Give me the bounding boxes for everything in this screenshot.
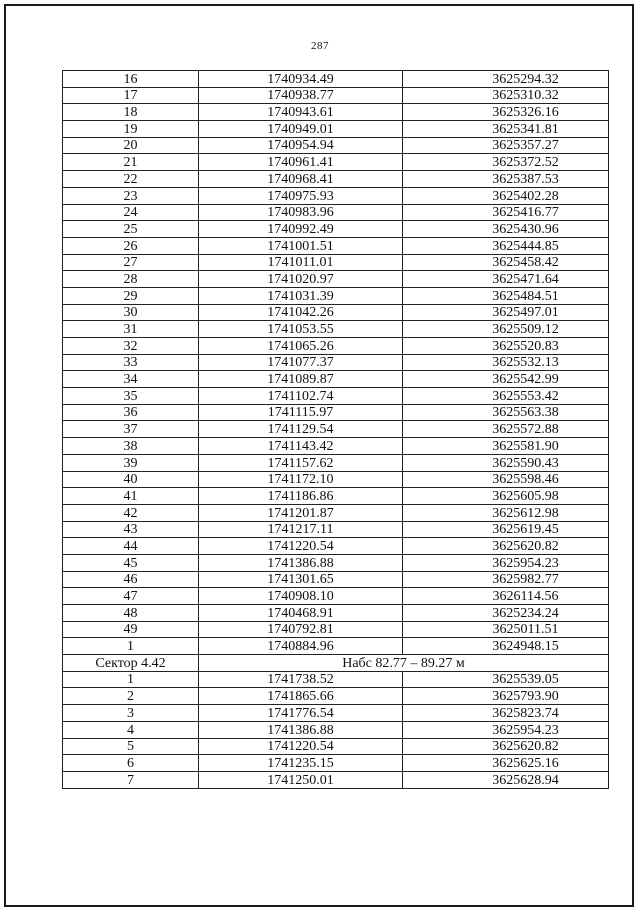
y-coordinate-cell: 3625416.77 (403, 204, 609, 221)
table-row (63, 354, 609, 371)
point-number-cell: 45 (63, 554, 199, 571)
y-coordinate-cell: 3625326.16 (403, 104, 609, 121)
table-row (63, 204, 609, 221)
table-row (63, 321, 609, 338)
sector-header (63, 655, 609, 672)
x-coordinate-cell: 1740975.93 (199, 187, 403, 204)
point-number-cell: 41 (63, 488, 199, 505)
y-coordinate-cell: 3625954.23 (403, 721, 609, 738)
y-coordinate-cell: 3625581.90 (403, 438, 609, 455)
x-coordinate-cell: 1740968.41 (199, 171, 403, 188)
point-number-cell: 31 (63, 321, 199, 338)
table-row (63, 638, 609, 655)
x-coordinate-cell: 1741020.97 (199, 271, 403, 288)
x-coordinate-cell: 1741065.26 (199, 338, 403, 355)
point-number-cell: 5 (63, 738, 199, 755)
x-coordinate-cell: 1741386.88 (199, 554, 403, 571)
y-coordinate-cell: 3625532.13 (403, 354, 609, 371)
table-row (63, 688, 609, 705)
x-coordinate-cell: 1740908.10 (199, 588, 403, 605)
y-coordinate-cell: 3625605.98 (403, 488, 609, 505)
table-row (63, 755, 609, 772)
x-coordinate-cell: 1741143.42 (199, 438, 403, 455)
point-number-cell: 3 (63, 705, 199, 722)
y-coordinate-cell: 3625402.28 (403, 187, 609, 204)
table-row (63, 671, 609, 688)
table-row (63, 271, 609, 288)
x-coordinate-cell: 1741157.62 (199, 454, 403, 471)
y-coordinate-cell: 3625497.01 (403, 304, 609, 321)
y-coordinate-cell: 3625387.53 (403, 171, 609, 188)
y-coordinate-cell: 3625563.38 (403, 404, 609, 421)
x-coordinate-cell: 1740961.41 (199, 154, 403, 171)
x-coordinate-cell: 1740938.77 (199, 87, 403, 104)
y-coordinate-cell: 3625011.51 (403, 621, 609, 638)
table-row (63, 571, 609, 588)
table-row (63, 538, 609, 555)
point-number-cell: 24 (63, 204, 199, 221)
table-row (63, 388, 609, 405)
point-number-cell: 30 (63, 304, 199, 321)
point-number-cell: 17 (63, 87, 199, 104)
point-number-cell: 21 (63, 154, 199, 171)
point-number-cell: 23 (63, 187, 199, 204)
point-number-cell: 6 (63, 755, 199, 772)
table-row (63, 171, 609, 188)
table-row (63, 738, 609, 755)
x-coordinate-cell: 1741220.54 (199, 538, 403, 555)
x-coordinate-cell: 1741220.54 (199, 738, 403, 755)
y-coordinate-cell: 3625954.23 (403, 554, 609, 571)
table-row (63, 87, 609, 104)
x-coordinate-cell: 1740792.81 (199, 621, 403, 638)
x-coordinate-cell: 1741129.54 (199, 421, 403, 438)
x-coordinate-cell: 1740983.96 (199, 204, 403, 221)
table-row (63, 521, 609, 538)
table-row (63, 554, 609, 571)
y-coordinate-cell: 3625234.24 (403, 605, 609, 622)
x-coordinate-cell: 1740884.96 (199, 638, 403, 655)
y-coordinate-cell: 3625509.12 (403, 321, 609, 338)
table-row (63, 254, 609, 271)
table-row (63, 605, 609, 622)
y-coordinate-cell: 3625572.88 (403, 421, 609, 438)
x-coordinate-cell: 1741235.15 (199, 755, 403, 772)
table-row (63, 338, 609, 355)
table-row (63, 588, 609, 605)
y-coordinate-cell: 3625372.52 (403, 154, 609, 171)
x-coordinate-cell: 1741186.86 (199, 488, 403, 505)
table-row (63, 488, 609, 505)
y-coordinate-cell: 3625553.42 (403, 388, 609, 405)
point-number-cell: 36 (63, 404, 199, 421)
table-row (63, 404, 609, 421)
point-number-cell: 27 (63, 254, 199, 271)
table-row (63, 371, 609, 388)
coordinates-table-body-part2 (63, 671, 609, 788)
x-coordinate-cell: 1741250.01 (199, 771, 403, 788)
x-coordinate-cell: 1740468.91 (199, 605, 403, 622)
y-coordinate-cell: 3625625.16 (403, 755, 609, 772)
x-coordinate-cell: 1741053.55 (199, 321, 403, 338)
table-row (63, 471, 609, 488)
table-row (63, 137, 609, 154)
x-coordinate-cell: 1741301.65 (199, 571, 403, 588)
table-row (63, 721, 609, 738)
x-coordinate-cell: 1741217.11 (199, 521, 403, 538)
x-coordinate-cell: 1741001.51 (199, 237, 403, 254)
point-number-cell: 37 (63, 421, 199, 438)
y-coordinate-cell: 3625520.83 (403, 338, 609, 355)
point-number-cell: 2 (63, 688, 199, 705)
table-row (63, 304, 609, 321)
point-number-cell: 49 (63, 621, 199, 638)
x-coordinate-cell: 1740949.01 (199, 121, 403, 138)
point-number-cell: 4 (63, 721, 199, 738)
y-coordinate-cell: 3625612.98 (403, 504, 609, 521)
point-number-cell: 7 (63, 771, 199, 788)
table-row (63, 237, 609, 254)
point-number-cell: 47 (63, 588, 199, 605)
y-coordinate-cell: 3625628.94 (403, 771, 609, 788)
x-coordinate-cell: 1740934.49 (199, 71, 403, 88)
x-coordinate-cell: 1740992.49 (199, 221, 403, 238)
y-coordinate-cell: 3625982.77 (403, 571, 609, 588)
point-number-cell: 25 (63, 221, 199, 238)
x-coordinate-cell: 1741089.87 (199, 371, 403, 388)
point-number-cell: 46 (63, 571, 199, 588)
y-coordinate-cell: 3625341.81 (403, 121, 609, 138)
sector-label: Сектор 4.42 (63, 655, 199, 672)
point-number-cell: 20 (63, 137, 199, 154)
table-row (63, 438, 609, 455)
y-coordinate-cell: 3625823.74 (403, 705, 609, 722)
x-coordinate-cell: 1741738.52 (199, 671, 403, 688)
x-coordinate-cell: 1741011.01 (199, 254, 403, 271)
x-coordinate-cell: 1740943.61 (199, 104, 403, 121)
y-coordinate-cell: 3625620.82 (403, 738, 609, 755)
x-coordinate-cell: 1741115.97 (199, 404, 403, 421)
point-number-cell: 22 (63, 171, 199, 188)
point-number-cell: 33 (63, 354, 199, 371)
table-row (63, 705, 609, 722)
point-number-cell: 1 (63, 671, 199, 688)
y-coordinate-cell: 3625542.99 (403, 371, 609, 388)
x-coordinate-cell: 1741201.87 (199, 504, 403, 521)
table-row (63, 454, 609, 471)
point-number-cell: 34 (63, 371, 199, 388)
table-row (63, 154, 609, 171)
table-row (63, 121, 609, 138)
table-row (63, 221, 609, 238)
x-coordinate-cell: 1740954.94 (199, 137, 403, 154)
point-number-cell: 26 (63, 237, 199, 254)
point-number-cell: 40 (63, 471, 199, 488)
x-coordinate-cell: 1741865.66 (199, 688, 403, 705)
point-number-cell: 42 (63, 504, 199, 521)
y-coordinate-cell: 3625310.32 (403, 87, 609, 104)
table-row (63, 187, 609, 204)
x-coordinate-cell: 1741776.54 (199, 705, 403, 722)
page-number: 287 (311, 40, 329, 52)
point-number-cell: 32 (63, 338, 199, 355)
x-coordinate-cell: 1741042.26 (199, 304, 403, 321)
y-coordinate-cell: 3626114.56 (403, 588, 609, 605)
y-coordinate-cell: 3625458.42 (403, 254, 609, 271)
y-coordinate-cell: 3625484.51 (403, 287, 609, 304)
y-coordinate-cell: 3625294.32 (403, 71, 609, 88)
table-row (63, 104, 609, 121)
point-number-cell: 19 (63, 121, 199, 138)
y-coordinate-cell: 3625471.64 (403, 271, 609, 288)
x-coordinate-cell: 1741102.74 (199, 388, 403, 405)
point-number-cell: 1 (63, 638, 199, 655)
table-row (63, 504, 609, 521)
point-number-cell: 39 (63, 454, 199, 471)
point-number-cell: 38 (63, 438, 199, 455)
table-row (63, 621, 609, 638)
point-number-cell: 48 (63, 605, 199, 622)
sector-row (63, 655, 609, 672)
point-number-cell: 43 (63, 521, 199, 538)
y-coordinate-cell: 3625430.96 (403, 221, 609, 238)
y-coordinate-cell: 3625539.05 (403, 671, 609, 688)
point-number-cell: 35 (63, 388, 199, 405)
x-coordinate-cell: 1741386.88 (199, 721, 403, 738)
y-coordinate-cell: 3625793.90 (403, 688, 609, 705)
sector-height-range: Набс 82.77 – 89.27 м (199, 655, 609, 672)
coordinates-table (62, 70, 609, 789)
table-row (63, 287, 609, 304)
y-coordinate-cell: 3625598.46 (403, 471, 609, 488)
y-coordinate-cell: 3624948.15 (403, 638, 609, 655)
point-number-cell: 44 (63, 538, 199, 555)
point-number-cell: 28 (63, 271, 199, 288)
y-coordinate-cell: 3625590.43 (403, 454, 609, 471)
x-coordinate-cell: 1741077.37 (199, 354, 403, 371)
coordinates-table-body-part1 (63, 71, 609, 655)
x-coordinate-cell: 1741172.10 (199, 471, 403, 488)
table-row (63, 71, 609, 88)
y-coordinate-cell: 3625620.82 (403, 538, 609, 555)
x-coordinate-cell: 1741031.39 (199, 287, 403, 304)
table-row (63, 771, 609, 788)
y-coordinate-cell: 3625357.27 (403, 137, 609, 154)
point-number-cell: 16 (63, 71, 199, 88)
point-number-cell: 29 (63, 287, 199, 304)
y-coordinate-cell: 3625444.85 (403, 237, 609, 254)
point-number-cell: 18 (63, 104, 199, 121)
y-coordinate-cell: 3625619.45 (403, 521, 609, 538)
table-row (63, 421, 609, 438)
